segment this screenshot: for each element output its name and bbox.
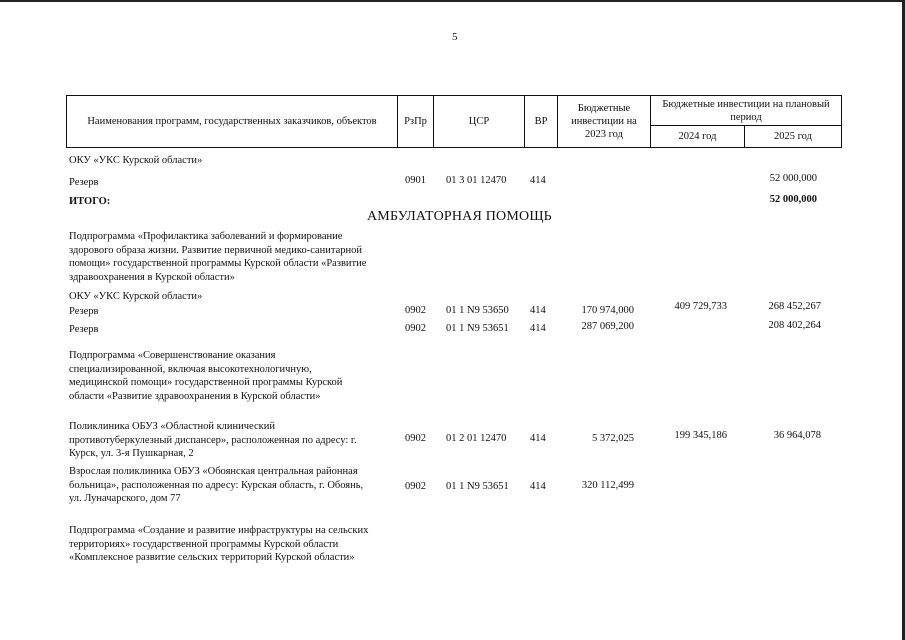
text-line: «Комплексное развитие сельских территорий Курской области» [69,552,355,563]
row-csr: 01 1 N9 53651 [446,323,509,334]
row-value-2024: 409 729,733 [674,301,727,312]
row-value-2023: 287 069,200 [581,321,634,332]
row-vr: 414 [530,305,546,316]
row-csr: 01 1 N9 53651 [446,481,509,492]
section-title: АМБУЛАТОРНАЯ ПОМОЩЬ [367,209,552,224]
row-rzpr: 0902 [405,481,426,492]
row-name: Резерв [69,177,99,188]
page-number: 5 [452,31,458,43]
total-label: ИТОГО: [69,196,111,207]
scan-edge-top [0,0,905,2]
subprogram-text [69,230,366,284]
col-invest-plan-header: Бюджетные инвестиции на плановый период [651,96,842,126]
text-line: Подпрограмма «Создание и развитие инфраструктуры на сельских [69,525,369,536]
row-value-2023: 320 112,499 [581,480,634,491]
text-line: больница», расположенная по адресу: Курская область, г. Обоянь, [69,479,364,491]
row-name: Резерв [69,306,99,317]
row-value-2025: 208 402,264 [768,320,821,331]
col-name-header: Наименования программ, государственных заказчиков, объектов [67,96,398,148]
row-csr: 01 1 N9 53650 [446,305,509,316]
text-line: медицинской помощи» государственной программы Курской [69,377,343,388]
row-vr: 414 [530,433,546,444]
col-invest-2023-header: Бюджетные инвестиции на 2023 год [558,96,651,148]
row-name: Резерв [69,324,99,335]
row-value-2025: 36 964,078 [773,430,821,441]
text-line: здравоохранения в Курской области» [69,271,235,283]
subprogram-text [69,349,342,403]
row-value-2025: 268 452,267 [768,301,821,312]
text-line: противотуберкулезный диспансер», расположенная по адресу: г. [69,434,357,446]
row-value-2025: 52 000,000 [769,173,817,184]
col-vr-header: ВР [525,96,558,148]
row-value-2023: 170 974,000 [581,305,634,316]
text-line: специализированной, включая высокотехнологичную, [69,363,312,375]
row-rzpr: 0902 [405,305,426,316]
row-rzpr: 0901 [405,175,426,186]
text-line: области «Развитие здравоохранения в Курской области» [69,390,321,402]
col-rzpr-header: РзПр [398,96,434,148]
text-line: Поликлиника ОБУЗ «Областной клинический [69,421,275,432]
row-vr: 414 [530,175,546,186]
text-line: Курск, ул. 3-я Пушкарная, 2 [69,448,194,459]
table-header [66,95,842,148]
subprogram-text [69,524,368,565]
col-csr-header: ЦСР [434,96,525,148]
text-line: территориях» государственной программы Курской области [69,538,339,550]
row-vr: 414 [530,481,546,492]
col-2025-header: 2025 год [745,126,842,148]
row-csr: 01 2 01 12470 [446,433,507,444]
col-2024-header: 2024 год [651,126,745,148]
text-line: Подпрограмма «Профилактика заболеваний и формирование [69,231,343,242]
total-value-2025: 52 000,000 [769,194,817,205]
row-vr: 414 [530,323,546,334]
object-text [69,420,357,461]
text-line: здорового образа жизни. Развитие первичной медико-санитарной [69,244,363,256]
row-csr: 01 3 01 12470 [446,175,507,186]
row-rzpr: 0902 [405,433,426,444]
text-line: Подпрограмма «Совершенствование оказания [69,350,276,361]
row-value-2023: 5 372,025 [592,433,634,444]
object-text [69,465,363,506]
row-rzpr: 0902 [405,323,426,334]
text-line: Взрослая поликлиника ОБУЗ «Обоянская центральная районная [69,466,358,477]
org-label: ОКУ «УКС Курской области» [69,291,203,302]
org-label: ОКУ «УКС Курской области» [69,155,203,166]
row-value-2024: 199 345,186 [674,430,727,441]
text-line: помощи» государственной программы Курской области «Развитие [69,258,367,269]
text-line: ул. Луначарского, дом 77 [69,493,181,504]
